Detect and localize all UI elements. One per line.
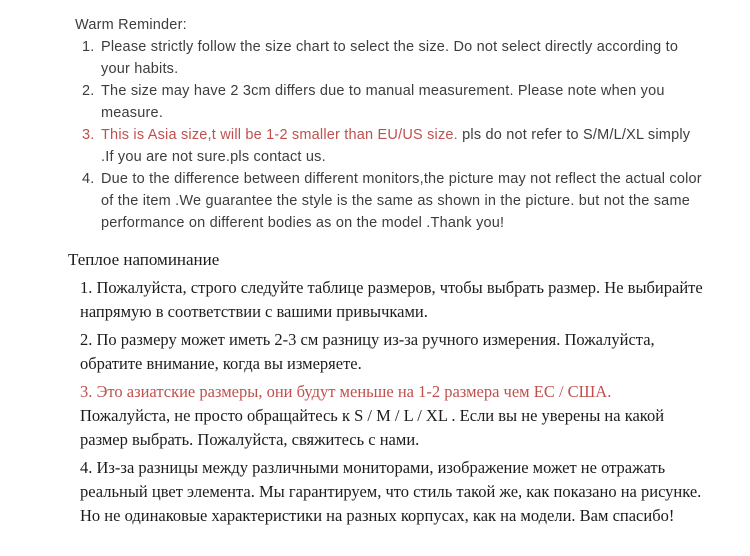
item-text: Please strictly follow the size chart to select the size. Do not select directly according to your habits.	[101, 39, 679, 77]
item-number: 4.	[82, 171, 95, 187]
english-list-item-4	[82, 168, 706, 234]
english-title: Warm Reminder:	[75, 17, 187, 33]
item-number: 1.	[82, 39, 95, 55]
russian-reminder-section	[68, 248, 706, 528]
item-text-highlight: This is Asia size,t will be 1-2 smaller than EU/US size.	[101, 127, 458, 143]
item-text: Due to the difference between different monitors,the picture may not reflect the actual color of the item .We guarantee the style is the same as shown in the picture. but not the same performance on different bodies as on the model .Thank you!	[101, 171, 702, 231]
paragraph-text-rest: Пожалуйста, не просто обращайтесь к S / M / L / XL . Если вы не уверены на какой размер выбрать. Пожалуйста, свяжитесь с нами.	[80, 406, 665, 449]
item-number: 2.	[82, 83, 95, 99]
english-list-item-2	[82, 80, 706, 124]
russian-paragraph-4: 4. Из-за разницы между различными мониторами, изображение может не отражать реальный цвет элемента. Мы гарантируем, что стиль такой же, как показано на рисунке. Но не одинаковые характеристики на разных корпусах, как на модели. Вам спасибо!	[80, 458, 702, 525]
item-text-rest: pls do not refer to S/M/L/XL simply .If you are not sure.pls contact us.	[101, 127, 691, 165]
english-list-item-1	[82, 36, 706, 80]
russian-title: Теплое напоминание	[68, 250, 220, 269]
paragraph-text-highlight: 3. Это азиатские размеры, они будут меньше на 1-2 размера чем ЕС / США.	[80, 382, 612, 401]
item-number: 3.	[82, 127, 95, 143]
item-text	[101, 124, 706, 168]
russian-paragraph-2: 2. По размеру может иметь 2-3 см разницу из-за ручного измерения. Пожалуйста, обратите внимание, когда вы измеряете.	[80, 330, 655, 373]
russian-paragraph-3	[80, 380, 706, 452]
item-text: The size may have 2 3cm differs due to manual measurement. Please note when you measure.	[101, 83, 665, 121]
english-list-item-3	[82, 124, 706, 168]
russian-paragraph-1: 1. Пожалуйста, строго следуйте таблице размеров, чтобы выбрать размер. Не выбирайте напрямую в соответствии с вашими привычками.	[80, 278, 703, 321]
english-reminder-section	[68, 14, 706, 234]
